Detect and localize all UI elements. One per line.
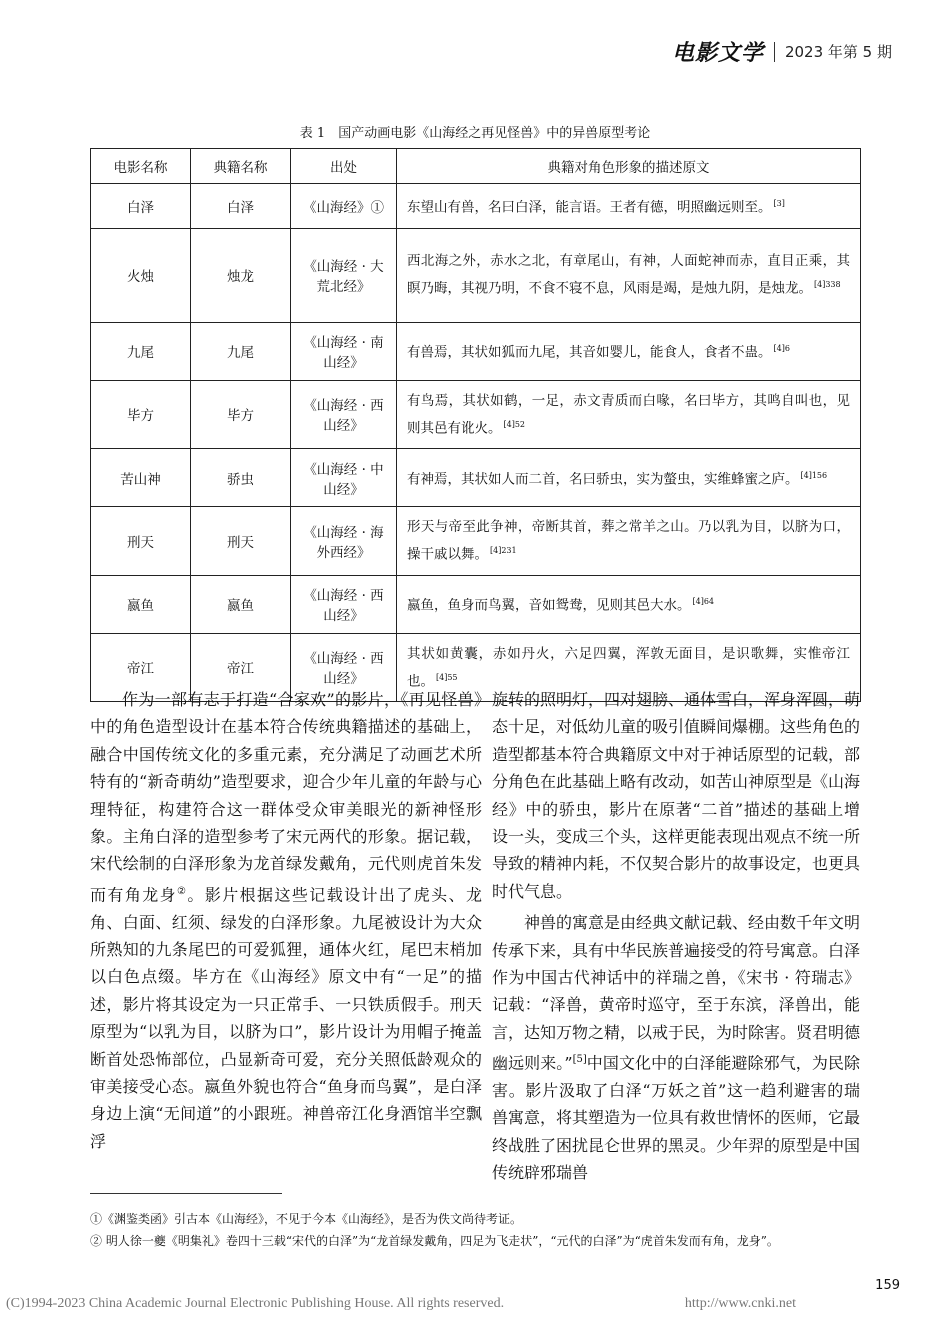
citation: [4]338 <box>814 280 841 290</box>
cell-text-content: 有神焉，其状如人而二首，名曰骄虫，实为螫虫，实维蜂蜜之庐。 <box>407 471 799 488</box>
cell-text-content: 东望山有兽，名曰白泽，能言语。王者有德，明照幽远则至。 <box>407 199 772 216</box>
citation: [4]156 <box>800 470 828 480</box>
header-classic: 典籍名称 <box>191 149 291 184</box>
body-paragraph <box>492 909 860 1186</box>
table-row <box>91 449 861 507</box>
cell-film: 苦山神 <box>91 449 191 507</box>
citation: [4]6 <box>773 344 790 354</box>
cell-film: 九尾 <box>91 322 191 380</box>
table-caption: 表 1 国产动画电影《山海经之再见怪兽》中的异兽原型考论 <box>299 126 651 141</box>
table-row <box>91 184 861 229</box>
copyright-line <box>6 1296 946 1312</box>
cell-classic: 九尾 <box>191 322 291 380</box>
header-divider <box>774 42 775 62</box>
cell-text-content: 嬴鱼，鱼身而鸟翼，音如鸳鸯，见则其邑大水。 <box>407 597 691 614</box>
body-paragraph: 旋转的照明灯，四对翅膀、通体雪白，浑身浑圆，萌态十足，对低幼儿童的吸引值瞬间爆棚。这些角色的造型都基本符合典籍原文中对于神话原型的记载，部分角色在此基础上略有改动，如苦山神原型是《山海经》中的骄虫，影片在原著“二首”描述的基础上增设一头，变成三个头，这样更能表现出观点不统一所导致的精神内耗，不仅契合影片的故事设定，也更具时代气息。 <box>492 690 861 901</box>
archetype-table <box>90 148 860 702</box>
cell-text-content: 西北海之外，赤水之北，有章尾山，有神，人面蛇神而赤，直目正乘，其瞑乃晦，其视乃明，不食不寝不息，风雨是竭，是烛九阴，是烛龙。 <box>407 253 850 297</box>
cell-text <box>397 575 861 633</box>
citation: [4]64 <box>692 597 715 607</box>
cell-film: 火烛 <box>91 228 191 322</box>
cell-text <box>397 322 861 380</box>
table-row <box>91 507 861 576</box>
footnote-marker: ② <box>177 885 188 897</box>
cell-film: 白泽 <box>91 184 191 229</box>
cell-text <box>397 449 861 507</box>
journal-logo: 电影文学 <box>671 40 764 66</box>
footnotes <box>90 1208 860 1252</box>
cell-text-content: 有兽焉，其状如狐而九尾，其音如婴儿，能食人，食者不蛊。 <box>407 344 772 361</box>
cell-classic: 烛龙 <box>191 228 291 322</box>
citation: [4]52 <box>503 419 526 429</box>
cell-source: 《山海经 · 南山经》 <box>291 322 397 380</box>
cell-film: 嬴鱼 <box>91 575 191 633</box>
cell-source: 《山海经 · 海外西经》 <box>291 507 397 576</box>
body-column-right <box>492 686 860 1187</box>
cell-classic: 骄虫 <box>191 449 291 507</box>
paragraph-text: 作为一部有志于打造“合家欢”的影片，《再见怪兽》中的角色造型设计在基本符合传统典籍描述的基础上，融合中国传统文化的多重元素，充分满足了动画艺术所特有的“新奇萌幼”造型要求，迎合少年儿童的年龄与心理特征，构建符合这一群体受众审美眼光的新神怪形象。主角白泽的造型参考了宋元两代的形象。据记载，宋代绘制的白泽形象为龙首绿发戴角，元代则虎首朱发而有角龙身 <box>90 690 482 905</box>
issue-label: 2023 年第 5 期 <box>784 43 892 61</box>
cell-classic: 刑天 <box>191 507 291 576</box>
cell-text-content: 形天与帝至此争神，帝断其首，葬之常羊之山。乃以乳为目，以脐为口，操干戚以舞。 <box>407 519 850 563</box>
cell-text <box>397 184 861 229</box>
table-row <box>91 322 861 380</box>
cell-source: 《山海经 · 中山经》 <box>291 449 397 507</box>
cell-text <box>397 507 861 576</box>
footnote: ② 明人徐一夔《明集礼》卷四十三载“宋代的白泽”为“龙首绿发戴角，四足为飞走状”，“元代的白泽”为“虎首朱发而有角，龙身”。 <box>90 1234 779 1248</box>
cell-classic: 帝江 <box>191 633 291 702</box>
copyright-text: (C)1994-2023 China Academic Journal Electronic Publishing House. All rights reserved. <box>6 1296 505 1311</box>
paragraph-text: 中国文化中的白泽能避除邪气，为民除害。影片汲取了白泽“万妖之首”这一趋利避害的瑞兽寓意，将其塑造为一位具有救世情怀的医师，它最终战胜了困扰昆仑世界的黑灵。少年羿的原型是中国传统辟邪瑞兽 <box>492 1053 861 1183</box>
table-row <box>91 380 861 449</box>
cell-text-content: 其状如黄囊，赤如丹火，六足四翼，浑敦无面目，是识歌舞，实惟帝江也。 <box>407 645 850 689</box>
header-text: 典籍对角色形象的描述原文 <box>397 149 861 184</box>
cell-source: 《山海经 · 西山经》 <box>291 575 397 633</box>
table-row <box>91 228 861 322</box>
table-row <box>91 575 861 633</box>
paragraph-text: 。影片根据这些记载设计出了虎头、龙角、白面、红须、绿发的白泽形象。九尾被设计为大众所熟知的九条尾巴的可爱狐狸，通体火红，尾巴末梢加以白色点缀。毕方在《山海经》原文中有“一足”的描述，影片将其设定为一只正常手、一只铁质假手。刑天原型为“以乳为目，以脐为口”，影片设计为用帽子掩盖断首处恐怖部位，凸显新奇可爱，充分关照低龄观众的审美接受心态。嬴鱼外貌也符合“鱼身而鸟翼”，是白泽身边上演“无间道”的小跟班。神兽帝江化身酒馆半空飘浮 <box>90 885 482 1151</box>
cell-text <box>397 380 861 449</box>
cell-text-content: 有鸟焉，其状如鹤，一足，赤文青质而白喙，名曰毕方，其鸣自叫也，见则其邑有讹火。 <box>407 392 850 436</box>
cell-source: 《山海经 · 西山经》 <box>291 380 397 449</box>
cell-classic: 毕方 <box>191 380 291 449</box>
header-film: 电影名称 <box>91 149 191 184</box>
footnote: ①《渊鉴类函》引古本《山海经》，不见于今本《山海经》，是否为佚文尚待考证。 <box>90 1212 523 1226</box>
page-header <box>552 36 892 67</box>
citation: [3] <box>773 199 785 208</box>
cell-source: 《山海经 · 西山经》 <box>291 633 397 702</box>
body-column-left <box>90 686 482 1155</box>
footnote-divider <box>90 1193 282 1194</box>
cell-classic: 嬴鱼 <box>191 575 291 633</box>
cell-classic: 白泽 <box>191 184 291 229</box>
cell-film: 刑天 <box>91 507 191 576</box>
citation: [4]55 <box>436 672 458 682</box>
page-number: 159 <box>875 1278 900 1293</box>
body-paragraph <box>90 686 482 1155</box>
header-source: 出处 <box>291 149 397 184</box>
cnki-link[interactable]: http://www.cnki.net <box>684 1296 796 1311</box>
paragraph-text: 神兽的寓意是由经典文献记载、经由数千年文明传承下来，具有中华民族普遍接受的符号寓意。白泽作为中国古代神话中的祥瑞之兽，《宋书 · 符瑞志》记载：“泽兽，黄帝时巡守，至于东滨，泽兽出，能言，达知万物之精，以戒于民，为时除害。贤君明德幽远则来。” <box>492 913 861 1073</box>
cell-source: 《山海经 · 大荒北经》 <box>291 228 397 322</box>
cell-film: 毕方 <box>91 380 191 449</box>
citation: [5] <box>572 1054 587 1066</box>
cell-text <box>397 228 861 322</box>
cell-film: 帝江 <box>91 633 191 702</box>
table-header-row <box>91 149 861 184</box>
citation: [4]231 <box>490 546 517 555</box>
cell-source: 《山海经》① <box>291 184 397 229</box>
